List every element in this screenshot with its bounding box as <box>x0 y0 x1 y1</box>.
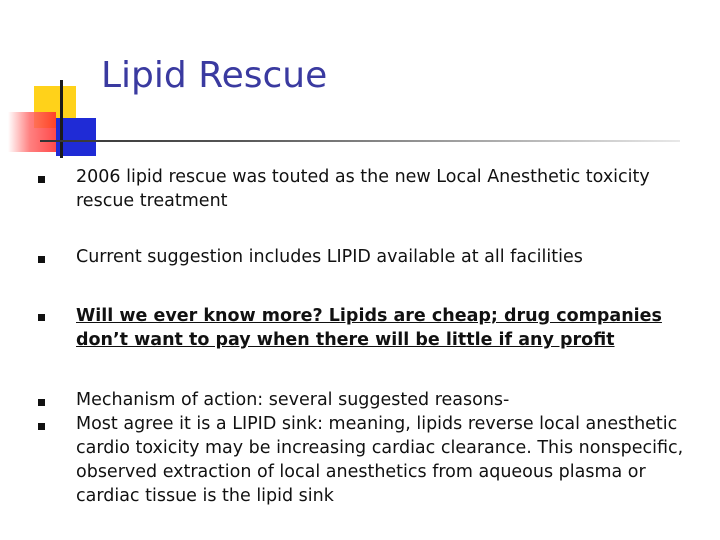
bullet-marker-5 <box>38 423 45 430</box>
bullet-text-4: Mechanism of action: several suggested reasons- <box>76 390 510 410</box>
bullet-text-5: Most agree it is a LIPID sink: meaning, lipids reverse local anesthetic cardio toxicity may be increasing cardiac clearance. This nonspecific, observed extraction of local anesthetics from aqueous plasma or cardiac tissue is the lipid sink <box>76 414 684 506</box>
logo-vertical-line <box>60 80 63 158</box>
bullet-marker-2 <box>38 256 45 263</box>
bullet-marker-4 <box>38 399 45 406</box>
title-divider <box>40 140 680 142</box>
bullet-marker-1 <box>38 176 45 183</box>
bullet-text-1: 2006 lipid rescue was touted as the new Local Anesthetic toxicity rescue treatment <box>76 167 650 211</box>
logo-red-square <box>8 112 56 152</box>
slide-title: Lipid Rescue <box>101 55 328 96</box>
bullet-text-2: Current suggestion includes LIPID available at all facilities <box>76 247 583 267</box>
bullet-marker-3 <box>38 314 45 321</box>
bullet-text-3: Will we ever know more? Lipids are cheap; drug companies don’t want to pay when there will be little if any profit <box>76 306 662 350</box>
